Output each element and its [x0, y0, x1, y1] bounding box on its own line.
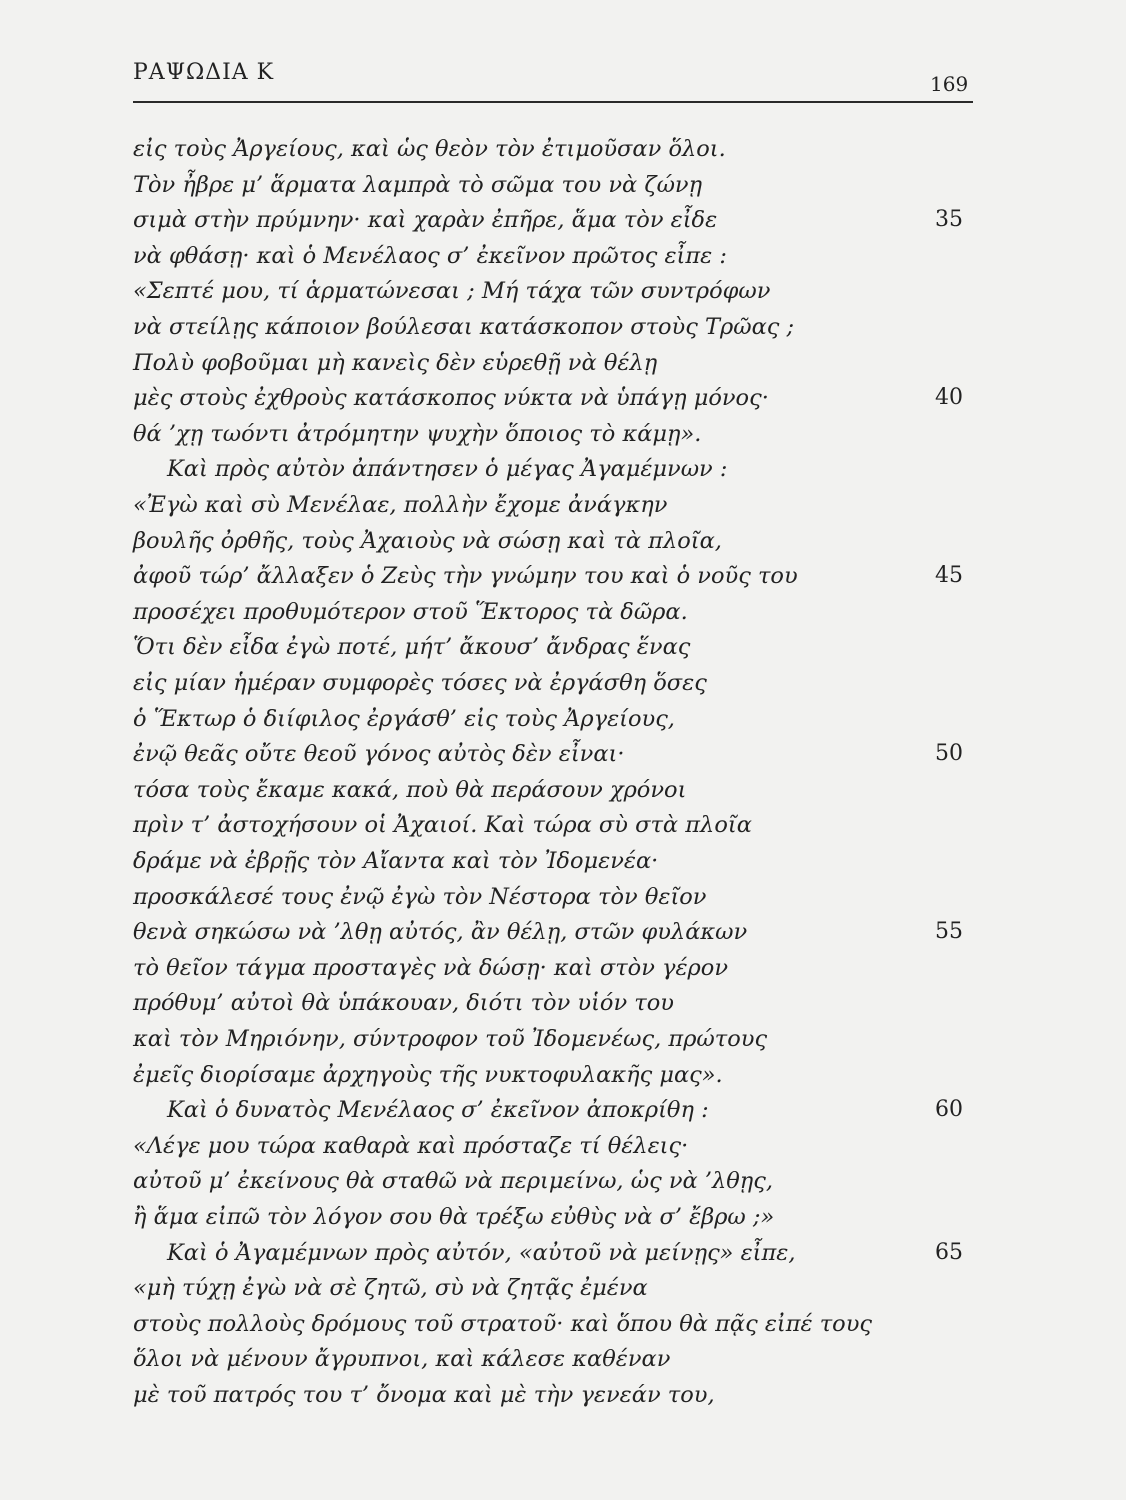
verse-text: τόσα τοὺς ἔκαμε κακά, ποὺ θὰ περάσουν χρόνοι	[133, 776, 687, 803]
verse-text: καὶ τὸν Μηριόνην, σύντροφον τοῦ Ἰδομενέως, πρώτους	[133, 1026, 768, 1052]
verse-text: προσκάλεσέ τους ἐνῷ ἐγὼ τὸν Νέστορα τὸν θεῖον	[133, 883, 707, 910]
page-number: 169	[930, 72, 969, 96]
verse-line	[133, 274, 973, 308]
line-number: 35	[935, 207, 963, 233]
verse-line	[133, 880, 973, 914]
verse-text: ἢ ἅμα εἰπῶ τὸν λόγον σου θὰ τρέξω εὐθὺς νὰ σ’ ἔβρω ;»	[133, 1204, 775, 1230]
verse-text: νὰ στείλῃς κάποιον βούλεσαι κατάσκοπον στοὺς Τρῶας ;	[133, 314, 795, 340]
line-number: 65	[935, 1239, 963, 1265]
verse-text: βουλῆς ὀρθῆς, τοὺς Ἀχαιοὺς νὰ σώσῃ καὶ τὰ πλοῖα,	[133, 527, 722, 554]
verse-line	[133, 1022, 973, 1056]
verse-text: τὸ θεῖον τάγμα προσταγὲς νὰ δώσῃ· καὶ στὸν γέρον	[133, 954, 728, 981]
verse-text: στοὺς πολλοὺς δρόμους τοῦ στρατοῦ· καὶ ὅπου θὰ πᾷς εἰπέ τους	[133, 1310, 873, 1337]
verse-line	[133, 1093, 973, 1127]
verse-text: Τὸν ἦβρε μ’ ἅρματα λαμπρὰ τὸ σῶμα του νὰ ζώνῃ	[133, 171, 703, 198]
verse-text: «Ἐγὼ καὶ σὺ Μενέλαε, πολλὴν ἔχομε ἀνάγκην	[133, 492, 668, 518]
verse-text: «Λέγε μου τώρα καθαρὰ καὶ πρόσταζε τί θέλεις·	[133, 1132, 689, 1159]
verse-line	[133, 702, 973, 736]
verse-text: μὲ τοῦ πατρός του τ’ ὄνομα καὶ μὲ τὴν γενεάν του,	[133, 1382, 715, 1408]
verse-line	[133, 452, 973, 486]
verse-line	[133, 1129, 973, 1163]
verse-line	[133, 1307, 973, 1341]
header-rule	[133, 101, 973, 103]
verse-text: εἰς τοὺς Ἀργείους, καὶ ὡς θεὸν τὸν ἐτιμοῦσαν ὅλοι.	[133, 136, 726, 162]
verse-text: Καὶ πρὸς αὐτὸν ἀπάντησεν ὁ μέγας Ἀγαμέμνων :	[167, 456, 728, 483]
verse-text: προσέχει προθυμότερον στοῦ Ἕκτορος τὰ δῶρα.	[133, 598, 688, 625]
verse-line	[133, 951, 973, 985]
verse-line	[133, 1058, 973, 1092]
verse-line	[133, 381, 973, 415]
verse-line	[133, 1378, 973, 1412]
verse-line	[133, 524, 973, 558]
verse-text: Πολὺ φοβοῦμαι μὴ κανεὶς δὲν εὑρεθῇ νὰ θέλῃ	[133, 349, 658, 376]
verse-line	[133, 986, 973, 1020]
verse-line	[133, 773, 973, 807]
verse-text: νὰ φθάσῃ· καὶ ὁ Μενέλαος σ’ ἐκεῖνον πρῶτος εἶπε :	[133, 242, 727, 269]
verse-text: ἐμεῖς διορίσαμε ἀρχηγοὺς τῆς νυκτοφυλακῆς μας».	[133, 1061, 723, 1088]
verse-line	[133, 844, 973, 878]
verse-line	[133, 310, 973, 344]
verse-text: ἐνῷ θεᾶς οὔτε θεοῦ γόνος αὐτὸς δὲν εἶναι·	[133, 741, 625, 768]
verse-text: Ὅτι δὲν εἶδα ἐγὼ ποτέ, μήτ’ ἄκουσ’ ἄνδρας ἕνας	[133, 634, 691, 661]
verse-text: αὐτοῦ μ’ ἐκείνους θὰ σταθῶ νὰ περιμείνω, ὡς νὰ ’λθῃς,	[133, 1168, 774, 1195]
verse-text: ὁ Ἕκτωρ ὁ διίφιλος ἐργάσθ’ εἰς τοὺς Ἀργείους,	[133, 705, 675, 732]
verse-text: μὲς στοὺς ἐχθροὺς κατάσκοπος νύκτα νὰ ὑπάγῃ μόνος·	[133, 385, 769, 412]
line-number: 45	[935, 563, 963, 589]
verse-text: πρὶν τ’ ἀστοχήσουν οἱ Ἀχαιοί. Καὶ τώρα σὺ στὰ πλοῖα	[133, 812, 752, 839]
verse-line	[133, 1236, 973, 1270]
verse-text: θενὰ σηκώσω νὰ ’λθῃ αὐτός, ἂν θέλῃ, στῶν φυλάκων	[133, 919, 748, 946]
chapter-title: ΡΑΨΩΔΙΑ Κ	[133, 60, 275, 85]
verse-line	[133, 488, 973, 522]
line-number: 55	[935, 919, 963, 945]
verse-text: σιμὰ στὴν πρύμνην· καὶ χαρὰν ἐπῆρε, ἅμα τὸν εἶδε	[133, 207, 718, 234]
verse-text: ἀφοῦ τώρ’ ἄλλαξεν ὁ Ζεὺς τὴν γνώμην του καὶ ὁ νοῦς του	[133, 563, 798, 590]
line-number: 60	[935, 1097, 963, 1123]
line-number: 50	[935, 741, 963, 767]
verse-line	[133, 239, 973, 273]
verse-line	[133, 1342, 973, 1376]
verse-line	[133, 737, 973, 771]
verse-line	[133, 1271, 973, 1305]
verse-line	[133, 168, 973, 202]
verse-text: «Σεπτέ μου, τί ἁρματώνεσαι ; Μή τάχα τῶν συντρόφων	[133, 278, 771, 305]
verse-text: πρόθυμ’ αὐτοὶ θὰ ὑπάκουαν, διότι τὸν υἱόν του	[133, 990, 674, 1017]
verse-line	[133, 203, 973, 237]
verse-line	[133, 1164, 973, 1198]
line-number: 40	[935, 385, 963, 411]
verse-text: «μὴ τύχῃ ἐγὼ νὰ σὲ ζητῶ, σὺ νὰ ζητᾷς ἐμένα	[133, 1275, 648, 1302]
verse-text: δράμε νὰ ἐβρῇς τὸν Αἴαντα καὶ τὸν Ἰδομενέα·	[133, 848, 659, 874]
verse-text: θά ’χῃ τωόντι ἀτρόμητην ψυχὴν ὅποιος τὸ κάμῃ».	[133, 420, 702, 447]
verse-line	[133, 417, 973, 451]
verse-line	[133, 346, 973, 380]
verse-text: ὅλοι νὰ μένουν ἄγρυπνοι, καὶ κάλεσε καθέναν	[133, 1346, 671, 1373]
verse-text: εἰς μίαν ἡμέραν συμφορὲς τόσες νὰ ἐργάσθη ὅσες	[133, 670, 707, 696]
verse-line	[133, 1200, 973, 1234]
verse-line	[133, 808, 973, 842]
verse-line	[133, 666, 973, 700]
verse-line	[133, 595, 973, 629]
verse-line	[133, 915, 973, 949]
verse-text: Καὶ ὁ δυνατὸς Μενέλαος σ’ ἐκεῖνον ἀποκρίθη :	[167, 1097, 709, 1124]
verse-line	[133, 132, 973, 166]
verse-text: Καὶ ὁ Ἀγαμέμνων πρὸς αὐτόν, «αὐτοῦ νὰ μείνῃς» εἶπε,	[167, 1239, 796, 1266]
verse-line	[133, 559, 973, 593]
verse-line	[133, 630, 973, 664]
